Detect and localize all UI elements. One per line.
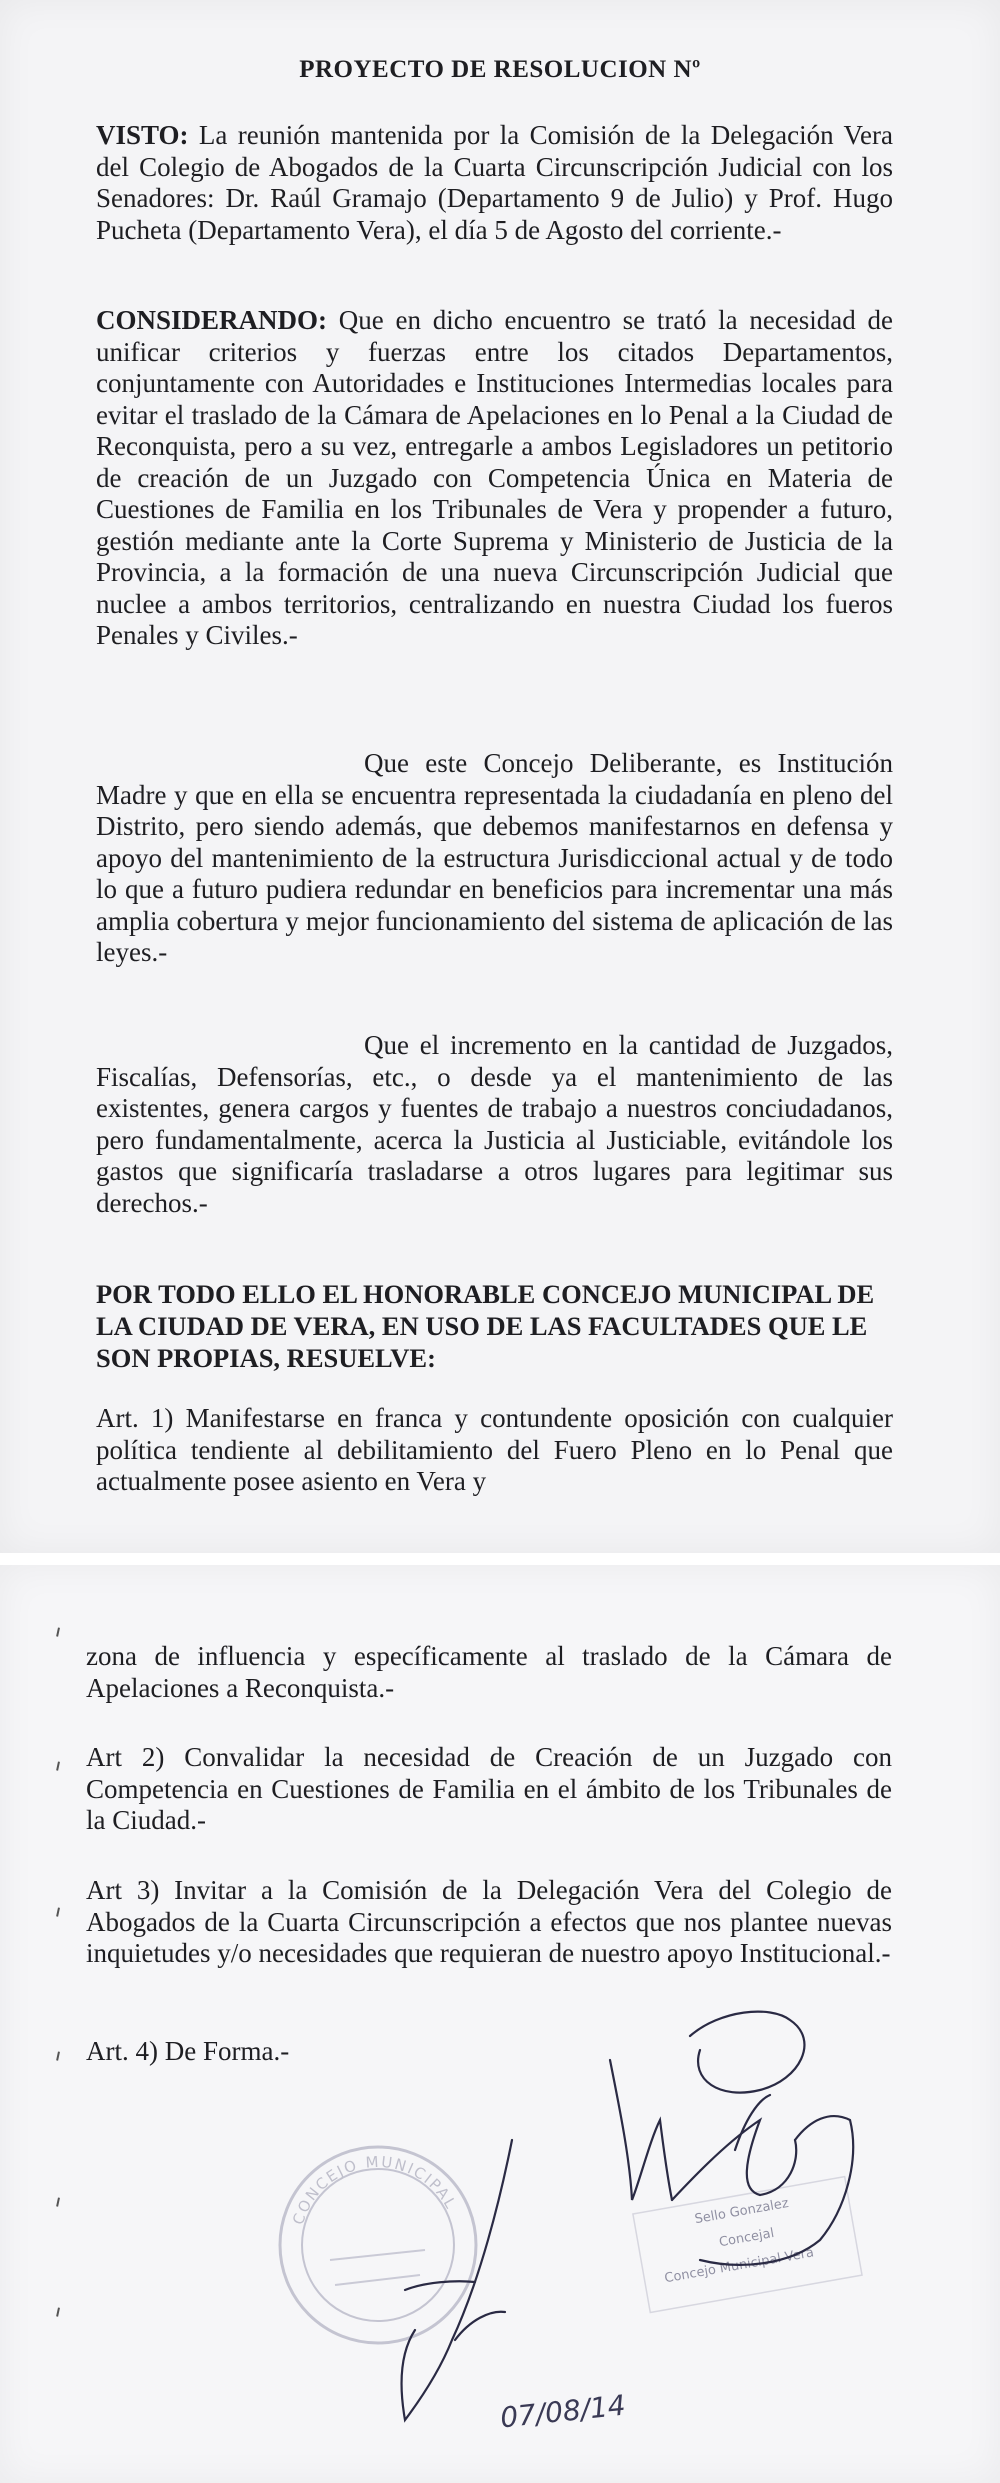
stamp-line-2: Concejal (717, 2225, 776, 2251)
article-4: Art. 4) De Forma.- (86, 2036, 290, 2066)
stamp-line-3: Concejo Municipal Vera (663, 2245, 816, 2287)
visto-label: VISTO: (96, 120, 189, 150)
considerando-label: CONSIDERANDO: (96, 305, 328, 335)
seal-text: CONCEJO MUNICIPAL (288, 2152, 461, 2227)
article-3: Art 3) Invitar a la Comisión de la Delegación Vera del Colegio de Abogados de la Cuarta Circunscripción a efectos que nos plantee nuevas inquietudes y/o necesidades que requieran de nuestro apoyo Institucional.- (86, 1875, 892, 1968)
considerando-paragraph (96, 305, 893, 652)
page-gap (0, 1553, 1000, 1565)
handwritten-date: 07/08/14 (498, 2388, 628, 2435)
stamp-line-1: Sello Gonzalez (693, 2195, 790, 2228)
considerando-text-2: Que este Concejo Deliberante, es Institución Madre y que en ella se encuentra representada la ciudadanía en pleno del Distrito, pero siendo además, que debemos manifestarnos en defensa y apoyo del mantenimiento de la estructura Jurisdiccional actual y de todo lo que a futuro pudiera redundar en beneficios para incrementar una más amplia cobertura y mejor funcionamiento del sistema de aplicación de las leyes.- (96, 748, 893, 967)
document-title: PROYECTO DE RESOLUCION Nº (299, 56, 701, 83)
article-1-part-2: zona de influencia y específicamente al traslado de la Cámara de Apelaciones a Reconquista.- (86, 1641, 892, 1703)
article-1-part-1: Art. 1) Manifestarse en franca y contundente oposición con cualquier política tendiente al debilitamiento del Fuero Pleno en lo Penal que actualmente posee asiento en Vera y (96, 1403, 893, 1496)
visto-text: La reunión mantenida por la Comisión de la Delegación Vera del Colegio de Abogados de la Cuarta Circunscripción Judicial con los Senadores: Dr. Raúl Gramajo (Departamento 9 de Julio) y Prof. Hugo Pucheta (Departamento Vera), el día 5 de Agosto del corriente.- (96, 120, 893, 245)
resuelve-heading: POR TODO ELLO EL HONORABLE CONCEJO MUNICIPAL DE LA CIUDAD DE VERA, EN USO DE LAS FACULTADES QUE LE SON PROPIAS, RESUELVE: (96, 1279, 875, 1373)
article-2: Art 2) Convalidar la necesidad de Creación de un Juzgado con Competencia en Cuestiones de Familia en el ámbito de los Tribunales de la Ciudad.- (86, 1742, 892, 1835)
considerando-text-3: Que el incremento en la cantidad de Juzgados, Fiscalías, Defensorías, etc., o desde ya el mantenimiento de las existentes, genera cargos y fuentes de trabajo a nuestros conciudadanos, pero fundamentalmente, acerca la Justicia al Justiciable, evitándole los gastos que significaría trasladarse a otros lugares para legitimar sus derechos.- (96, 1030, 893, 1218)
considerando-paragraph-2 (96, 748, 893, 969)
considerando-paragraph-3 (96, 1030, 893, 1219)
considerando-text: Que en dicho encuentro se trató la necesidad de unificar criterios y fuerzas entre los citados Departamentos, conjuntamente con Autoridades e Instituciones Intermedias locales para evitar el traslado de la Cámara de Apelaciones en lo Penal a la Ciudad de Reconquista, pero a su vez, entregarle a ambos Legisladores un petitorio de creación de un Juzgado con Competencia Única en Materia de Cuestiones de Familia en los Tribunales de Vera y propender a futuro, gestión mediante ante la Corte Suprema y Ministerio de Justicia de la Provincia, a la formación de una nueva Circunscripción Judicial que nuclee a ambos territorios, centralizando en nuestra Ciudad los fueros Penales y Civiles.- (96, 305, 893, 650)
visto-paragraph (96, 120, 893, 246)
